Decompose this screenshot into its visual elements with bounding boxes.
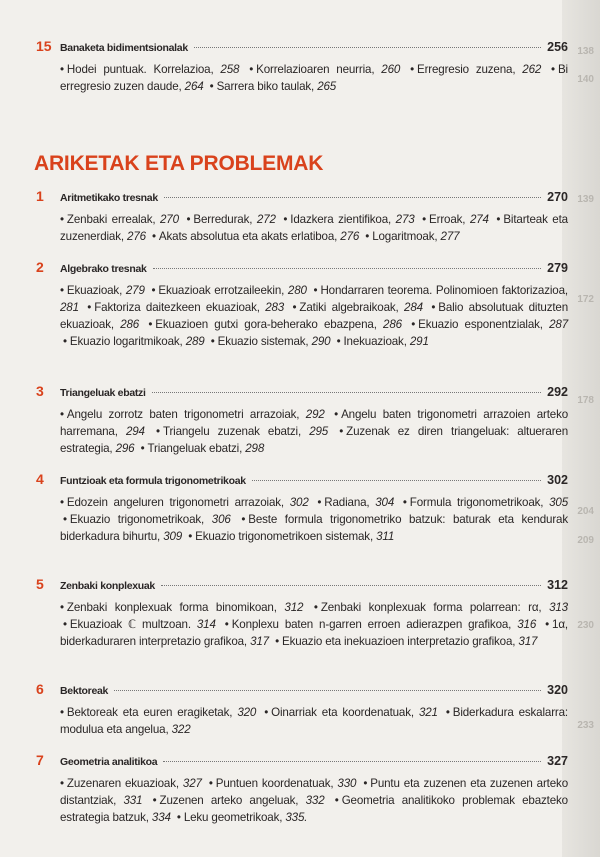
subtopic-page-number[interactable]: 287 [549,318,569,331]
subtopic-page-number[interactable]: 322 [171,723,191,736]
subtopic-title[interactable]: Biderkadura eskalarra: modulua eta angelua, [60,706,568,736]
subtopic-title[interactable]: Beste formula trigonometriko batzuk: baturak eta kendurak biderkadura bihurtu, [60,513,568,543]
chapter-page-number[interactable]: 320 [547,683,568,697]
chapter-title[interactable]: Triangeluak ebatzi [60,387,146,399]
subtopic-list [60,775,568,826]
subtopic-page-number[interactable]: 289 [185,335,205,348]
subtopic-title[interactable]: Balio absolutuak dituzten ekuazioak, [60,301,569,331]
toc-entry-header[interactable] [36,752,568,770]
subtopic-title[interactable]: Ekuazio trigonometrikoen sistemak, [195,530,374,543]
bullet-icon: • [551,63,555,76]
subtopic-page-number[interactable]: 276 [340,230,360,243]
bullet-icon: • [152,794,157,807]
dot-leader [194,47,541,48]
bullet-icon: • [496,213,501,226]
subtopic-title[interactable]: Bi erregresio zuzen daude, [60,63,568,93]
bullet-icon: • [313,284,318,297]
bullet-icon: • [176,811,181,824]
subtopic-title[interactable]: Sarrera biko taulak, [216,80,315,93]
chapter-title[interactable]: Geometria analitikoa [60,756,158,768]
subtopic-list [60,211,568,245]
subtopic-title[interactable]: Hodei puntuak. Korrelazioa, [66,63,214,76]
subtopic-page-number[interactable]: 281 [60,301,79,314]
toc-entry-header[interactable] [36,259,568,277]
subtopic-title[interactable]: Inekuazioak, [343,335,407,348]
chapter-page-number[interactable]: 270 [547,190,568,204]
bullet-icon: • [445,706,450,719]
subtopic-title[interactable]: Zatiki algebraikoak, [299,301,399,314]
subtopic-title[interactable]: Angelu zorrotz baten trigonometri arrazoiak, [66,408,300,421]
subtopic-title[interactable]: Zenbaki konplexuak forma binomikoan, [66,601,277,614]
subtopic-page-number[interactable]: 317 [518,635,538,648]
subtopic-page-number[interactable]: 294 [125,425,145,438]
bullet-icon: • [545,618,550,631]
chapter-page-number[interactable]: 292 [547,385,568,399]
subtopic-page-number[interactable]: 286 [120,318,140,331]
bleed-page-number: 233 [577,720,594,731]
bullet-icon: • [334,794,339,807]
subtopic-title[interactable]: Oinarriak eta koordenatuak, [271,706,414,719]
chapter-title[interactable]: Banaketa bidimentsionalak [60,42,188,54]
chapter-number: 7 [36,752,44,768]
chapter-number: 3 [36,383,44,399]
subtopic-page-number[interactable]: 260 [381,63,401,76]
chapter-number: 5 [36,576,44,592]
chapter-title[interactable]: Aritmetikako tresnak [60,192,158,204]
subtopic-page-number[interactable]: 312 [284,601,304,614]
subtopic-title[interactable]: Ekuazio sistemak, [217,335,309,348]
toc-entry[interactable] [36,259,568,350]
chapter-page-number[interactable]: 256 [547,40,568,54]
bullet-icon: • [411,318,416,331]
toc-entry[interactable] [36,752,568,826]
subtopic-page-number[interactable]: 305 [549,496,569,509]
subtopic-title[interactable]: Bitarteak eta zuzenerdiak, [60,213,568,243]
subtopic-title[interactable]: Zuzenak ez diren triangeluak: altueraren estrategia, [60,425,568,455]
subtopic-page-number[interactable]: 272 [256,213,276,226]
subtopic-title[interactable]: Akats absolutua eta akats erlatiboa, [158,230,338,243]
bleed-page-number: 209 [577,535,594,546]
chapter-page-number[interactable]: 279 [547,261,568,275]
subtopic-title[interactable]: Triangelu zuzenak ebatzi, [162,425,302,438]
subtopic-page-number[interactable]: 291 [409,335,429,348]
subtopic-title[interactable]: Zuzenaren ekuazioak, [66,777,179,790]
chapter-title[interactable]: Algebrako tresnak [60,263,147,275]
toc-entry-header[interactable] [36,576,568,594]
bullet-icon: • [334,408,339,421]
subtopic-title[interactable]: Logaritmoak, [372,230,438,243]
dot-leader [152,392,542,393]
bullet-icon: • [148,318,153,331]
subtopic-title[interactable]: Ekuazioak, [66,284,123,297]
bullet-icon: • [60,496,64,509]
subtopic-title[interactable]: Radiana, [324,496,370,509]
bullet-icon: • [60,601,64,614]
chapter-title[interactable]: Funtzioak eta formula trigonometrikoak [60,475,246,487]
subtopic-page-number[interactable]: 274 [469,213,489,226]
subtopic-page-number[interactable]: 280 [287,284,307,297]
subtopic-title[interactable]: Idazkera zientifikoa, [290,213,392,226]
subtopic-page-number[interactable]: 298 [245,442,265,455]
bleed-page-number: 140 [577,74,594,85]
bullet-icon: • [188,530,193,543]
bleed-page-number: 138 [577,46,594,57]
bullet-icon: • [339,425,344,438]
subtopic-page-number[interactable]: 292 [305,408,325,421]
bullet-icon: • [60,408,64,421]
subtopic-page-number[interactable]: 327 [182,777,202,790]
subtopic-title[interactable]: Berredurak, [193,213,253,226]
subtopic-page-number[interactable]: 306 [211,513,231,526]
toc-entry-header[interactable] [36,681,568,699]
subtopic-page-number[interactable]: 320 [237,706,257,719]
bullet-icon: • [156,425,160,438]
chapter-number: 2 [36,259,44,275]
subtopic-page-number[interactable]: 265 [317,80,337,93]
subtopic-title[interactable]: Konplexu baten n-garren erroen adierazpen grafikoa, [231,618,512,631]
subtopic-page-number[interactable]: 286 [383,318,402,331]
bullet-icon: • [264,706,269,719]
subtopic-list [60,494,568,545]
bullet-icon: • [313,601,318,614]
bullet-icon: • [336,335,341,348]
subtopic-page-number[interactable]: 316 [517,618,537,631]
bullet-icon: • [63,335,67,348]
subtopic-title[interactable]: Ekuazio logaritmikoak, [69,335,183,348]
bullet-icon: • [60,706,64,719]
subtopic-title[interactable]: Leku geometrikoak, [183,811,283,824]
toc-entry-header[interactable] [36,188,568,206]
subtopic-page-number[interactable]: 295 [309,425,329,438]
bullet-icon: • [275,635,279,648]
subtopic-title[interactable]: Erroak, [429,213,466,226]
subtopic-page-number[interactable]: 262 [522,63,542,76]
bullet-icon: • [63,618,67,631]
subtopic-page-number[interactable]: 331 [123,794,143,807]
subtopic-page-number[interactable]: 290 [311,335,331,348]
subtopic-title[interactable]: Angelu baten trigonometri arrazoien arteko harremana, [60,408,569,438]
subtopic-page-number[interactable]: 258 [220,63,240,76]
bullet-icon: • [186,213,191,226]
dot-leader [161,585,541,586]
dot-leader [252,480,541,481]
chapter-title[interactable]: Zenbaki konplexuak [60,580,155,592]
subtopic-page-number[interactable]: 302 [289,496,309,509]
subtopic-page-number[interactable]: 335. [285,811,308,824]
subtopic-page-number[interactable]: 314 [196,618,216,631]
bullet-icon: • [363,777,368,790]
subtopic-list [60,704,568,738]
subtopic-title[interactable]: Puntuen koordenatuak, [215,777,334,790]
subtopic-title[interactable]: Ekuazio esponentzialak, [418,318,543,331]
subtopic-title[interactable]: Puntu eta zuzenen eta zuzenen arteko distantziak, [60,777,568,807]
toc-entry-header[interactable] [36,383,568,401]
bullet-icon: • [152,230,156,243]
subtopic-title[interactable]: Ekuazio eta inekuazioen interpretazio grafikoa, [281,635,516,648]
bullet-icon: • [140,442,145,455]
subtopic-title[interactable]: Edozein angeluren trigonometri arrazoiak, [66,496,284,509]
bullet-icon: • [87,301,92,314]
subtopic-title[interactable]: Hondarraren teorema. Polinomioen faktorizazioa, [320,284,568,297]
bullet-icon: • [63,513,67,526]
bullet-icon: • [60,777,64,790]
bullet-icon: • [151,284,156,297]
bullet-icon: • [317,496,322,509]
toc-entry[interactable] [36,383,568,457]
subtopic-list [60,406,568,457]
dot-leader [164,197,541,198]
toc-entry[interactable] [36,471,568,545]
subtopic-title[interactable]: Formula trigonometrikoak, [409,496,544,509]
subtopic-title[interactable]: Zenbaki errealak, [66,213,156,226]
toc-entry[interactable] [36,188,568,245]
subtopic-page-number[interactable]: 296 [115,442,135,455]
subtopic-page-number[interactable]: 332 [305,794,325,807]
toc-entry[interactable] [36,576,568,650]
subtopic-title[interactable]: Ekuazioak ℂ multzoan. [69,618,191,631]
bullet-icon: • [402,496,407,509]
bleed-page-number: 204 [577,506,594,517]
subtopic-title[interactable]: Ekuazioen gutxi gora-beherako ebazpena, [155,318,377,331]
bullet-icon: • [422,213,427,226]
subtopic-page-number[interactable]: 304 [375,496,395,509]
bullet-icon: • [431,301,436,314]
bleed-page-number: 230 [577,620,594,631]
chapter-number: 15 [36,38,52,54]
section-heading: ARIKETAK ETA PROBLEMAK [34,152,324,175]
bullet-icon: • [410,63,414,76]
dot-leader [114,690,541,691]
dot-leader [163,761,541,762]
subtopic-list [60,282,568,350]
subtopic-page-number[interactable]: 276 [127,230,146,243]
subtopic-title[interactable]: Erregresio zuzena, [416,63,516,76]
subtopic-title[interactable]: Zuzenen arteko angeluak, [159,794,299,807]
subtopic-page-number[interactable]: 311 [376,530,395,543]
bullet-icon: • [209,80,214,93]
subtopic-title[interactable]: Bektoreak eta euren eragiketak, [66,706,233,719]
subtopic-title[interactable]: Ekuazio trigonometrikoak, [69,513,205,526]
bullet-icon: • [283,213,288,226]
dot-leader [153,268,542,269]
chapter-page-number[interactable]: 302 [547,473,568,487]
chapter-number: 6 [36,681,44,697]
toc-entry[interactable] [36,681,568,738]
subtopic-page-number[interactable]: 277 [440,230,460,243]
subtopic-page-number[interactable]: 334 [151,811,171,824]
bullet-icon: • [241,513,246,526]
bleed-page-number: 139 [577,194,594,205]
bullet-icon: • [60,63,64,76]
toc-entry-header[interactable] [36,471,568,489]
chapter-page-number[interactable]: 312 [547,578,568,592]
bullet-icon: • [249,63,254,76]
toc-entry-header[interactable] [36,38,568,56]
bullet-icon: • [210,335,215,348]
subtopic-list [60,61,568,95]
chapter-number: 1 [36,188,44,204]
subtopic-page-number[interactable]: 313 [549,601,568,614]
chapter-page-number[interactable]: 327 [547,754,568,768]
bleed-page-number: 172 [577,294,594,305]
chapter-number: 4 [36,471,44,487]
bullet-icon: • [208,777,213,790]
subtopic-page-number[interactable]: 284 [404,301,423,314]
subtopic-page-number[interactable]: 317 [250,635,269,648]
subtopic-title[interactable]: Zenbaki konplexuak forma polarrean: rα, [320,601,542,614]
bullet-icon: • [60,213,64,226]
subtopic-page-number[interactable]: 264 [184,80,204,93]
subtopic-title[interactable]: Triangeluak ebatzi, [147,442,243,455]
bullet-icon: • [365,230,370,243]
subtopic-page-number[interactable]: 273 [395,213,415,226]
subtopic-title[interactable]: 1α, biderkaduraren interpretazio grafikoa, [60,618,568,648]
subtopic-page-number[interactable]: 321 [418,706,438,719]
subtopic-page-number[interactable]: 270 [160,213,179,226]
subtopic-page-number[interactable]: 279 [125,284,145,297]
toc-entry[interactable] [36,38,568,95]
subtopic-page-number[interactable]: 283 [265,301,285,314]
bleed-page-number: 178 [577,395,594,406]
subtopic-page-number[interactable]: 309 [163,530,183,543]
chapter-title[interactable]: Bektoreak [60,685,109,697]
bullet-icon: • [292,301,297,314]
subtopic-title[interactable]: Korrelazioaren neurria, [256,63,375,76]
subtopic-list [60,599,568,650]
subtopic-page-number[interactable]: 330 [337,777,357,790]
bullet-icon: • [224,618,229,631]
bullet-icon: • [60,284,64,297]
subtopic-title[interactable]: Faktoriza daitezkeen ekuazioak, [94,301,260,314]
subtopic-title[interactable]: Ekuazioak errotzaileekin, [158,284,285,297]
subtopic-title[interactable]: Geometria analitikoko problemak ebazteko estrategia batzuk, [60,794,568,824]
